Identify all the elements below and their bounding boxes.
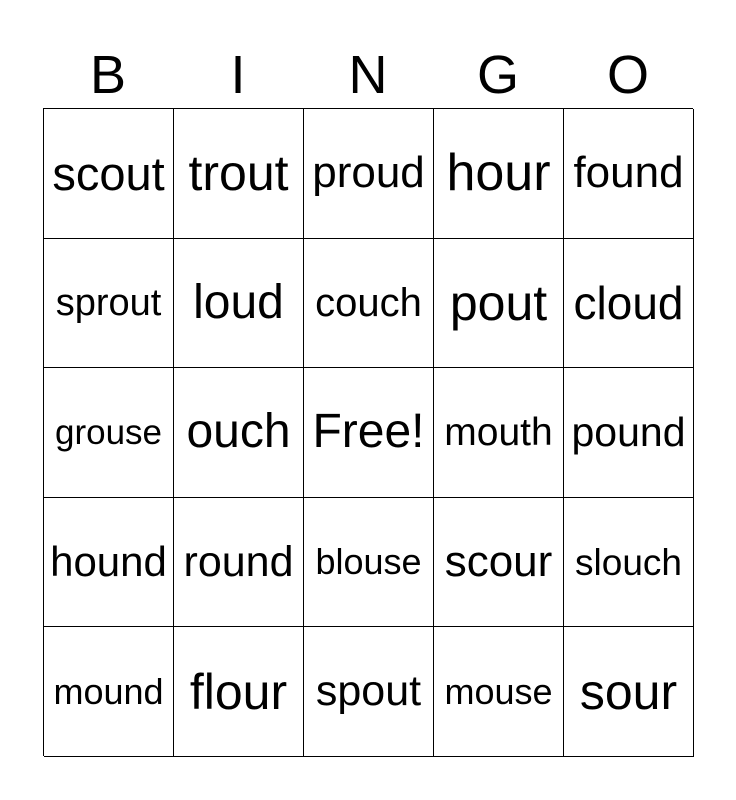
bingo-cell[interactable]: [44, 627, 174, 757]
bingo-cell[interactable]: [564, 239, 694, 369]
header-letter-i: I: [230, 45, 246, 105]
cell-word: sprout: [55, 281, 162, 324]
bingo-cell[interactable]: [174, 627, 304, 757]
header-letter-b: B: [89, 45, 127, 105]
header-letter-g: G: [476, 45, 519, 105]
bingo-cell[interactable]: [564, 109, 694, 239]
cell-word: scout: [52, 146, 165, 200]
bingo-header: [43, 42, 693, 108]
cell-word: mouse: [444, 670, 553, 712]
bingo-cell[interactable]: [434, 498, 564, 628]
cell-word: hound: [50, 538, 167, 586]
bingo-cell[interactable]: [174, 368, 304, 498]
bingo-cell[interactable]: [304, 627, 434, 757]
cell-word: couch: [315, 280, 422, 325]
cell-word: proud: [312, 148, 425, 198]
header-letter-n: N: [348, 45, 388, 105]
bingo-cell[interactable]: [434, 239, 564, 369]
cell-word: sour: [579, 663, 678, 720]
bingo-cell[interactable]: [304, 239, 434, 369]
bingo-cell[interactable]: [174, 239, 304, 369]
bingo-cell[interactable]: [44, 368, 174, 498]
cell-word: blouse: [315, 541, 422, 583]
cell-word: cloud: [573, 276, 684, 329]
bingo-cell[interactable]: [44, 109, 174, 239]
cell-word: pound: [571, 408, 686, 455]
cell-word: Free!: [312, 405, 425, 459]
cell-word: slouch: [575, 541, 682, 583]
bingo-cell[interactable]: [304, 109, 434, 239]
free-space-cell[interactable]: [304, 368, 434, 498]
bingo-cell[interactable]: [304, 498, 434, 628]
cell-word: found: [573, 148, 684, 198]
bingo-cell[interactable]: [564, 368, 694, 498]
bingo-cell[interactable]: [174, 498, 304, 628]
cell-word: trout: [188, 145, 289, 202]
cell-word: flour: [189, 663, 288, 720]
cell-word: grouse: [54, 412, 163, 452]
bingo-board: [43, 108, 693, 756]
bingo-cell[interactable]: [434, 109, 564, 239]
bingo-cell[interactable]: [434, 627, 564, 757]
bingo-cell[interactable]: [44, 498, 174, 628]
cell-word: pout: [449, 274, 548, 331]
cell-word: hour: [446, 144, 551, 203]
bingo-cell[interactable]: [44, 239, 174, 369]
cell-word: spout: [315, 667, 422, 716]
header-letter-o: O: [606, 45, 649, 105]
cell-word: scour: [444, 537, 553, 587]
bingo-cell[interactable]: [564, 498, 694, 628]
cell-word: round: [183, 537, 294, 586]
cell-word: mouth: [444, 410, 553, 454]
cell-word: ouch: [186, 405, 291, 459]
cell-word: loud: [193, 275, 284, 329]
bingo-cell[interactable]: [434, 368, 564, 498]
bingo-cell[interactable]: [174, 109, 304, 239]
cell-word: mound: [53, 670, 164, 712]
bingo-cell[interactable]: [564, 627, 694, 757]
